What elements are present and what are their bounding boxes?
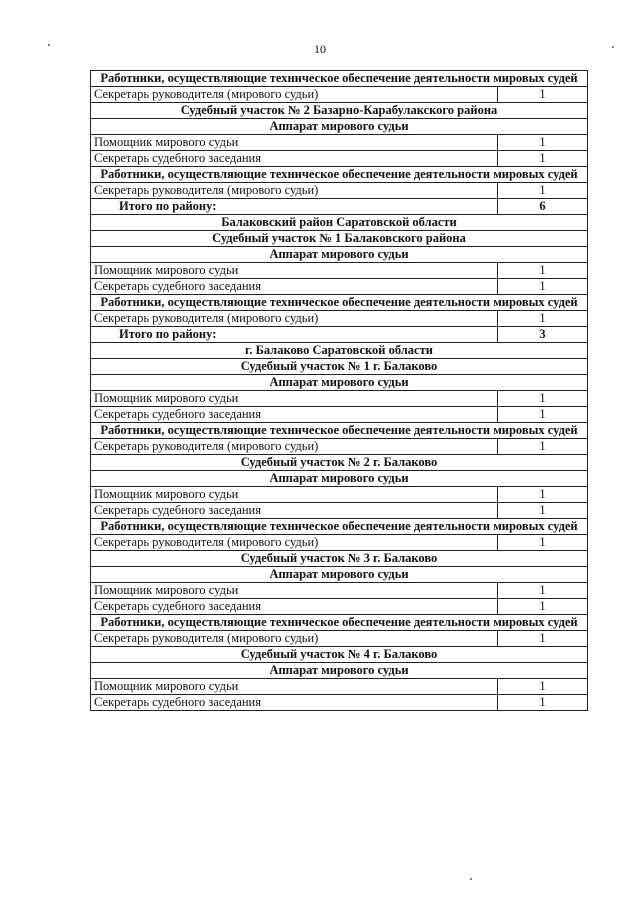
- section-heading-row: [91, 647, 588, 663]
- section-heading-row: [91, 551, 588, 567]
- position-name: Секретарь судебного заседания: [91, 151, 498, 167]
- position-count: 1: [497, 599, 587, 615]
- section-heading: г. Балаково Саратовской области: [91, 343, 588, 359]
- position-row: [91, 535, 588, 551]
- position-row: [91, 311, 588, 327]
- scan-speck: [48, 44, 50, 46]
- position-row: [91, 279, 588, 295]
- section-heading: Аппарат мирового судьи: [91, 567, 588, 583]
- scan-speck: [612, 46, 614, 48]
- position-row: [91, 263, 588, 279]
- position-name: Помощник мирового судьи: [91, 391, 498, 407]
- position-row: [91, 407, 588, 423]
- total-label: Итого по району:: [91, 199, 498, 215]
- position-count: 1: [497, 263, 587, 279]
- position-count: 1: [497, 391, 587, 407]
- position-count: 1: [497, 487, 587, 503]
- total-count: 6: [497, 199, 587, 215]
- position-row: [91, 183, 588, 199]
- position-row: [91, 135, 588, 151]
- section-heading: Судебный участок № 1 г. Балаково: [91, 359, 588, 375]
- section-heading: Судебный участок № 3 г. Балаково: [91, 551, 588, 567]
- section-heading-row: [91, 423, 588, 439]
- section-heading: Аппарат мирового судьи: [91, 247, 588, 263]
- position-count: 1: [497, 87, 587, 103]
- position-count: 1: [497, 679, 587, 695]
- section-heading-row: [91, 71, 588, 87]
- position-name: Помощник мирового судьи: [91, 487, 498, 503]
- section-heading-row: [91, 231, 588, 247]
- section-heading-row: [91, 455, 588, 471]
- position-count: 1: [497, 183, 587, 199]
- section-heading-row: [91, 343, 588, 359]
- position-name: Секретарь руководителя (мирового судьи): [91, 439, 498, 455]
- position-count: 1: [497, 583, 587, 599]
- section-heading: Работники, осуществляющие техническое обеспечение деятельности мировых судей: [91, 519, 588, 535]
- position-count: 1: [497, 695, 587, 711]
- section-heading: Работники, осуществляющие техническое обеспечение деятельности мировых судей: [91, 423, 588, 439]
- position-row: [91, 631, 588, 647]
- position-row: [91, 151, 588, 167]
- position-row: [91, 695, 588, 711]
- section-heading: Балаковский район Саратовской области: [91, 215, 588, 231]
- total-label: Итого по району:: [91, 327, 498, 343]
- position-count: 1: [497, 151, 587, 167]
- section-heading: Судебный участок № 2 Базарно-Карабулакского района: [91, 103, 588, 119]
- position-row: [91, 679, 588, 695]
- position-name: Секретарь судебного заседания: [91, 599, 498, 615]
- district-total-row: [91, 199, 588, 215]
- staff-table: [90, 70, 588, 711]
- section-heading: Работники, осуществляющие техническое обеспечение деятельности мировых судей: [91, 71, 588, 87]
- section-heading-row: [91, 519, 588, 535]
- section-heading-row: [91, 359, 588, 375]
- section-heading: Судебный участок № 2 г. Балаково: [91, 455, 588, 471]
- position-name: Секретарь руководителя (мирового судьи): [91, 535, 498, 551]
- position-count: 1: [497, 407, 587, 423]
- section-heading: Судебный участок № 1 Балаковского района: [91, 231, 588, 247]
- total-count: 3: [497, 327, 587, 343]
- position-row: [91, 503, 588, 519]
- section-heading-row: [91, 295, 588, 311]
- position-row: [91, 439, 588, 455]
- position-name: Помощник мирового судьи: [91, 583, 498, 599]
- section-heading-row: [91, 471, 588, 487]
- position-name: Помощник мирового судьи: [91, 679, 498, 695]
- position-name: Секретарь руководителя (мирового судьи): [91, 631, 498, 647]
- section-heading-row: [91, 119, 588, 135]
- section-heading: Аппарат мирового судьи: [91, 375, 588, 391]
- position-count: 1: [497, 135, 587, 151]
- section-heading: Судебный участок № 4 г. Балаково: [91, 647, 588, 663]
- section-heading-row: [91, 663, 588, 679]
- position-name: Секретарь судебного заседания: [91, 695, 498, 711]
- position-name: Секретарь руководителя (мирового судьи): [91, 183, 498, 199]
- position-count: 1: [497, 631, 587, 647]
- section-heading-row: [91, 375, 588, 391]
- section-heading: Работники, осуществляющие техническое обеспечение деятельности мировых судей: [91, 615, 588, 631]
- page-number: 10: [314, 42, 326, 56]
- section-heading-row: [91, 567, 588, 583]
- position-name: Помощник мирового судьи: [91, 263, 498, 279]
- section-heading: Работники, осуществляющие техническое обеспечение деятельности мировых судей: [91, 295, 588, 311]
- section-heading: Аппарат мирового судьи: [91, 471, 588, 487]
- position-name: Секретарь руководителя (мирового судьи): [91, 87, 498, 103]
- district-total-row: [91, 327, 588, 343]
- section-heading: Аппарат мирового судьи: [91, 119, 588, 135]
- section-heading-row: [91, 615, 588, 631]
- section-heading-row: [91, 103, 588, 119]
- position-name: Секретарь судебного заседания: [91, 503, 498, 519]
- section-heading: Работники, осуществляющие техническое обеспечение деятельности мировых судей: [91, 167, 588, 183]
- staff-table-body: [91, 71, 588, 711]
- position-name: Секретарь судебного заседания: [91, 407, 498, 423]
- position-row: [91, 87, 588, 103]
- position-count: 1: [497, 311, 587, 327]
- position-count: 1: [497, 535, 587, 551]
- position-row: [91, 391, 588, 407]
- position-count: 1: [497, 439, 587, 455]
- position-count: 1: [497, 503, 587, 519]
- section-heading: Аппарат мирового судьи: [91, 663, 588, 679]
- position-row: [91, 487, 588, 503]
- section-heading-row: [91, 247, 588, 263]
- position-row: [91, 583, 588, 599]
- position-name: Секретарь руководителя (мирового судьи): [91, 311, 498, 327]
- position-count: 1: [497, 279, 587, 295]
- scan-speck: [470, 878, 472, 880]
- section-heading-row: [91, 215, 588, 231]
- section-heading-row: [91, 167, 588, 183]
- position-row: [91, 599, 588, 615]
- position-name: Секретарь судебного заседания: [91, 279, 498, 295]
- position-name: Помощник мирового судьи: [91, 135, 498, 151]
